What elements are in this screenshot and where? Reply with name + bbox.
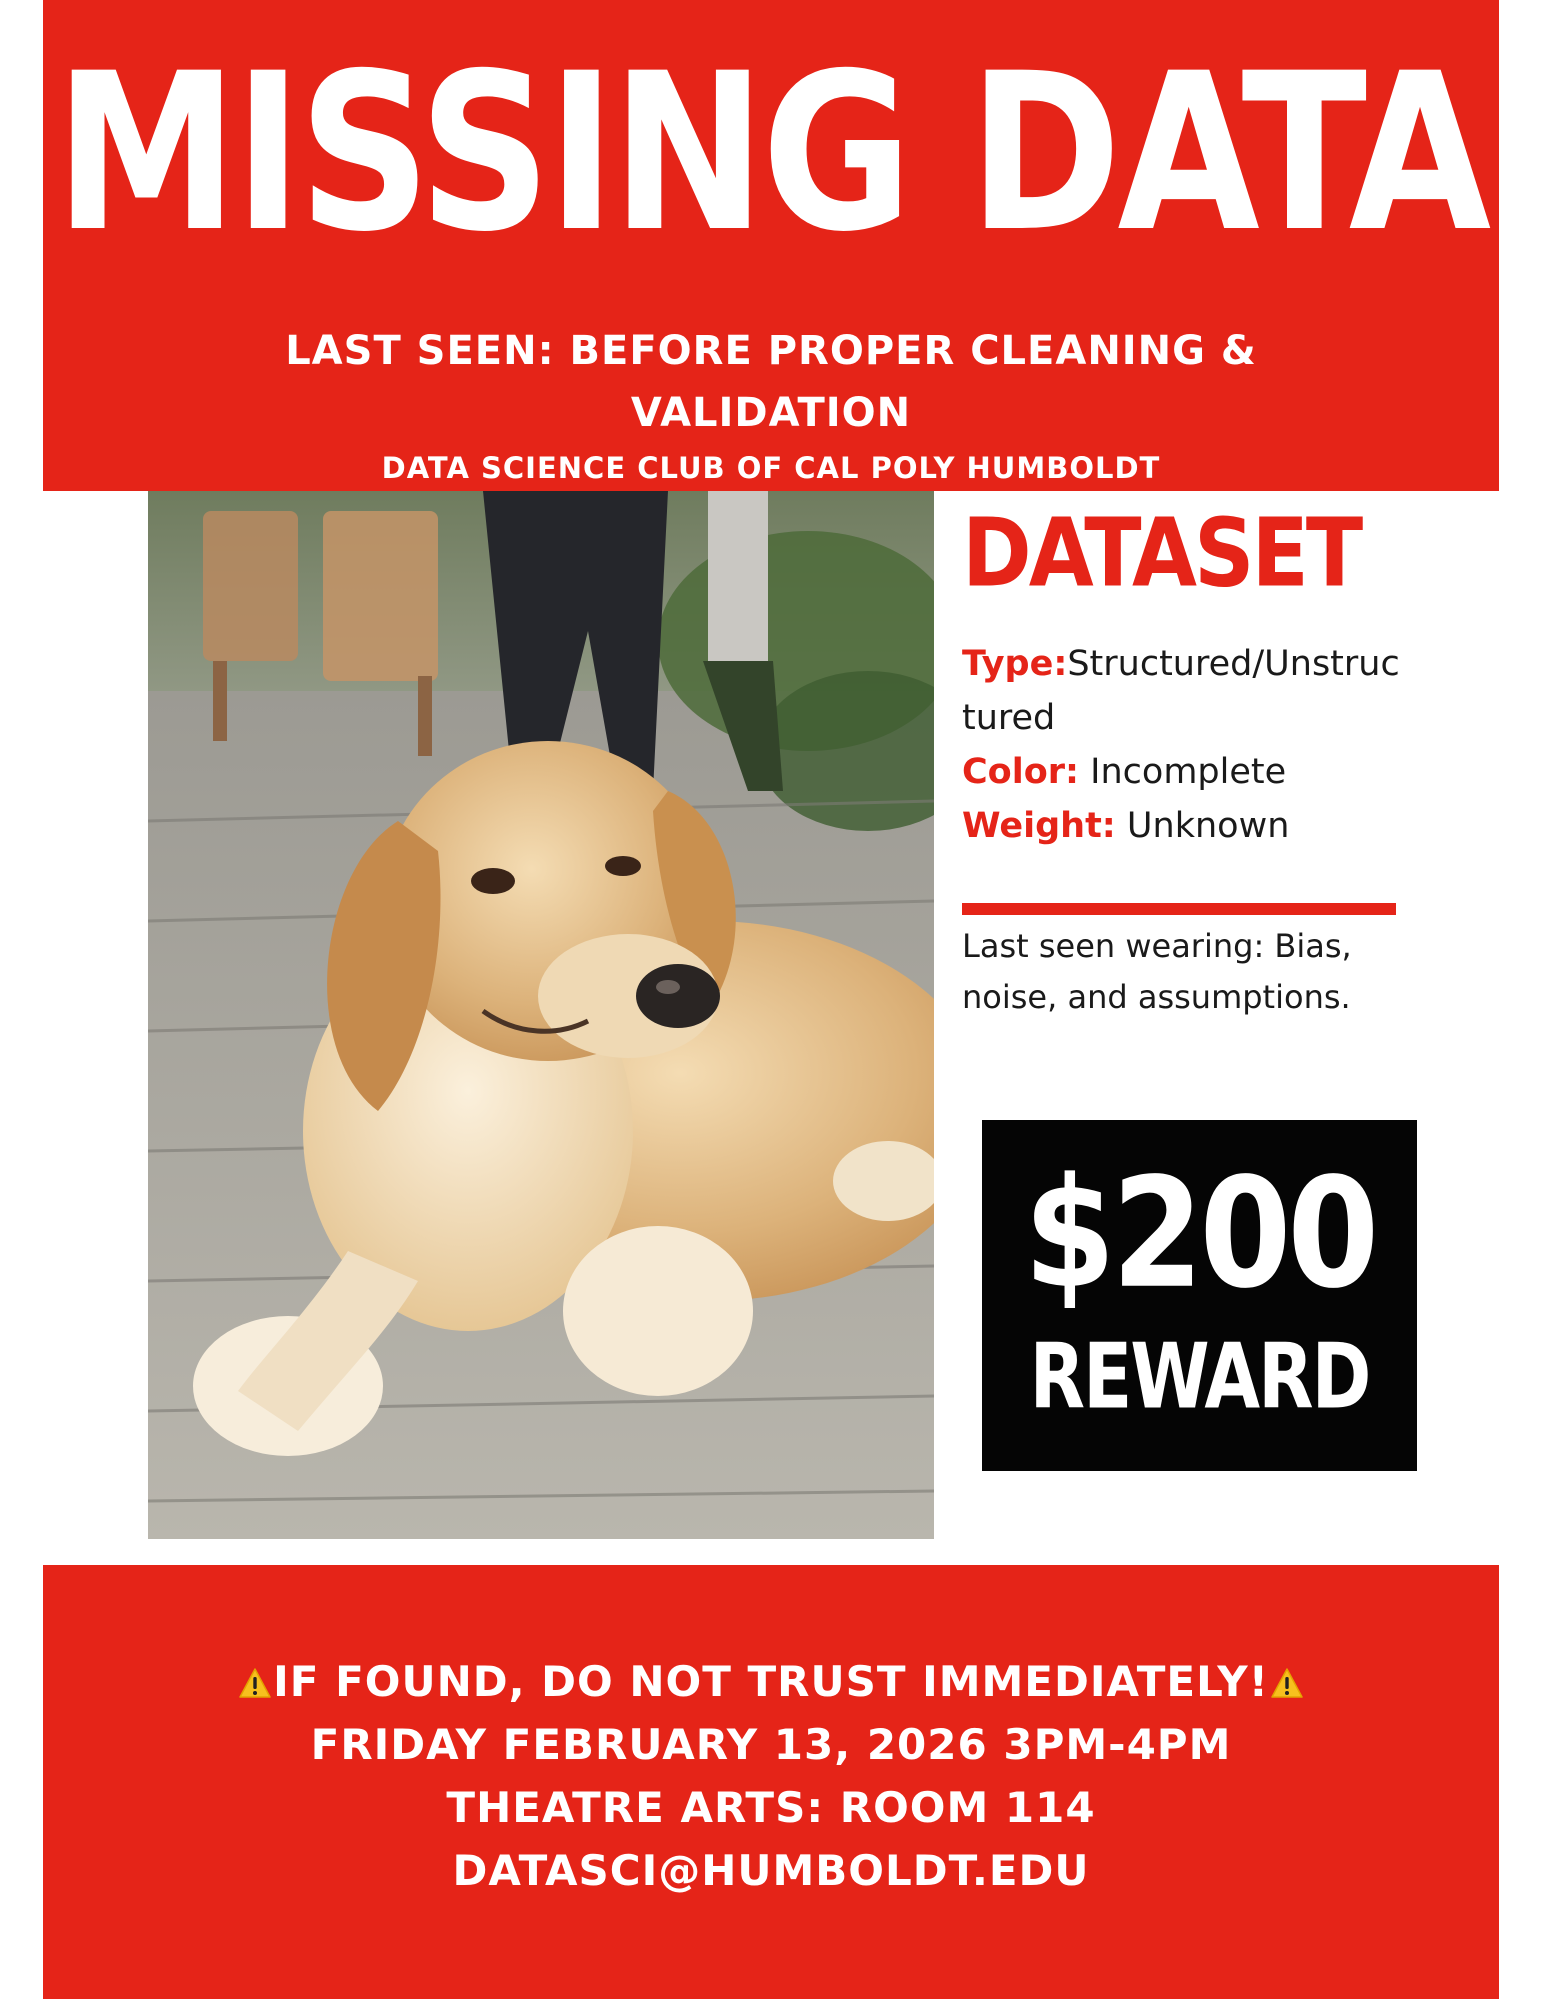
warning-line: [43, 1650, 1499, 1713]
event-location: THEATRE ARTS: ROOM 114: [446, 1783, 1096, 1832]
reward-amount: $200: [1023, 1145, 1376, 1323]
headline: MISSING DATA: [54, 27, 1488, 280]
last-seen-wearing: Last seen wearing: Bias, noise, and assumptions.: [962, 927, 1352, 1016]
field-type-value: Structured/Unstructured: [962, 644, 1400, 738]
dataset-fields: [962, 637, 1412, 853]
footer-banner: [43, 1565, 1499, 1999]
header-banner: [43, 0, 1499, 491]
divider: [962, 903, 1396, 915]
warning-icon: [239, 1668, 271, 1698]
last-seen-text: LAST SEEN: BEFORE PROPER CLEANING & VALIDATION: [285, 328, 1257, 436]
field-color: [962, 745, 1412, 799]
dataset-title: DATASET: [962, 498, 1361, 609]
field-weight-label: Weight:: [962, 806, 1116, 846]
club-name: DATA SCIENCE CLUB OF CAL POLY HUMBOLDT: [381, 451, 1161, 485]
reward-box: [982, 1120, 1417, 1471]
field-color-value: Incomplete: [1079, 752, 1287, 792]
footer-lines: [43, 1650, 1499, 1902]
field-color-label: Color:: [962, 752, 1080, 792]
field-type-label: Type:: [962, 644, 1068, 684]
reward-label: REWARD: [1029, 1323, 1370, 1429]
golden-retriever-photo: [148, 491, 934, 1539]
field-weight: [962, 799, 1412, 853]
field-weight-value: Unknown: [1115, 806, 1290, 846]
contact-email: DATASCI@HUMBOLDT.EDU: [452, 1846, 1090, 1895]
field-type: [962, 637, 1412, 745]
event-datetime: FRIDAY FEBRUARY 13, 2026 3PM-4PM: [310, 1720, 1232, 1769]
warning-text: IF FOUND, DO NOT TRUST IMMEDIATELY!: [273, 1657, 1269, 1706]
warning-icon: [1271, 1668, 1303, 1698]
